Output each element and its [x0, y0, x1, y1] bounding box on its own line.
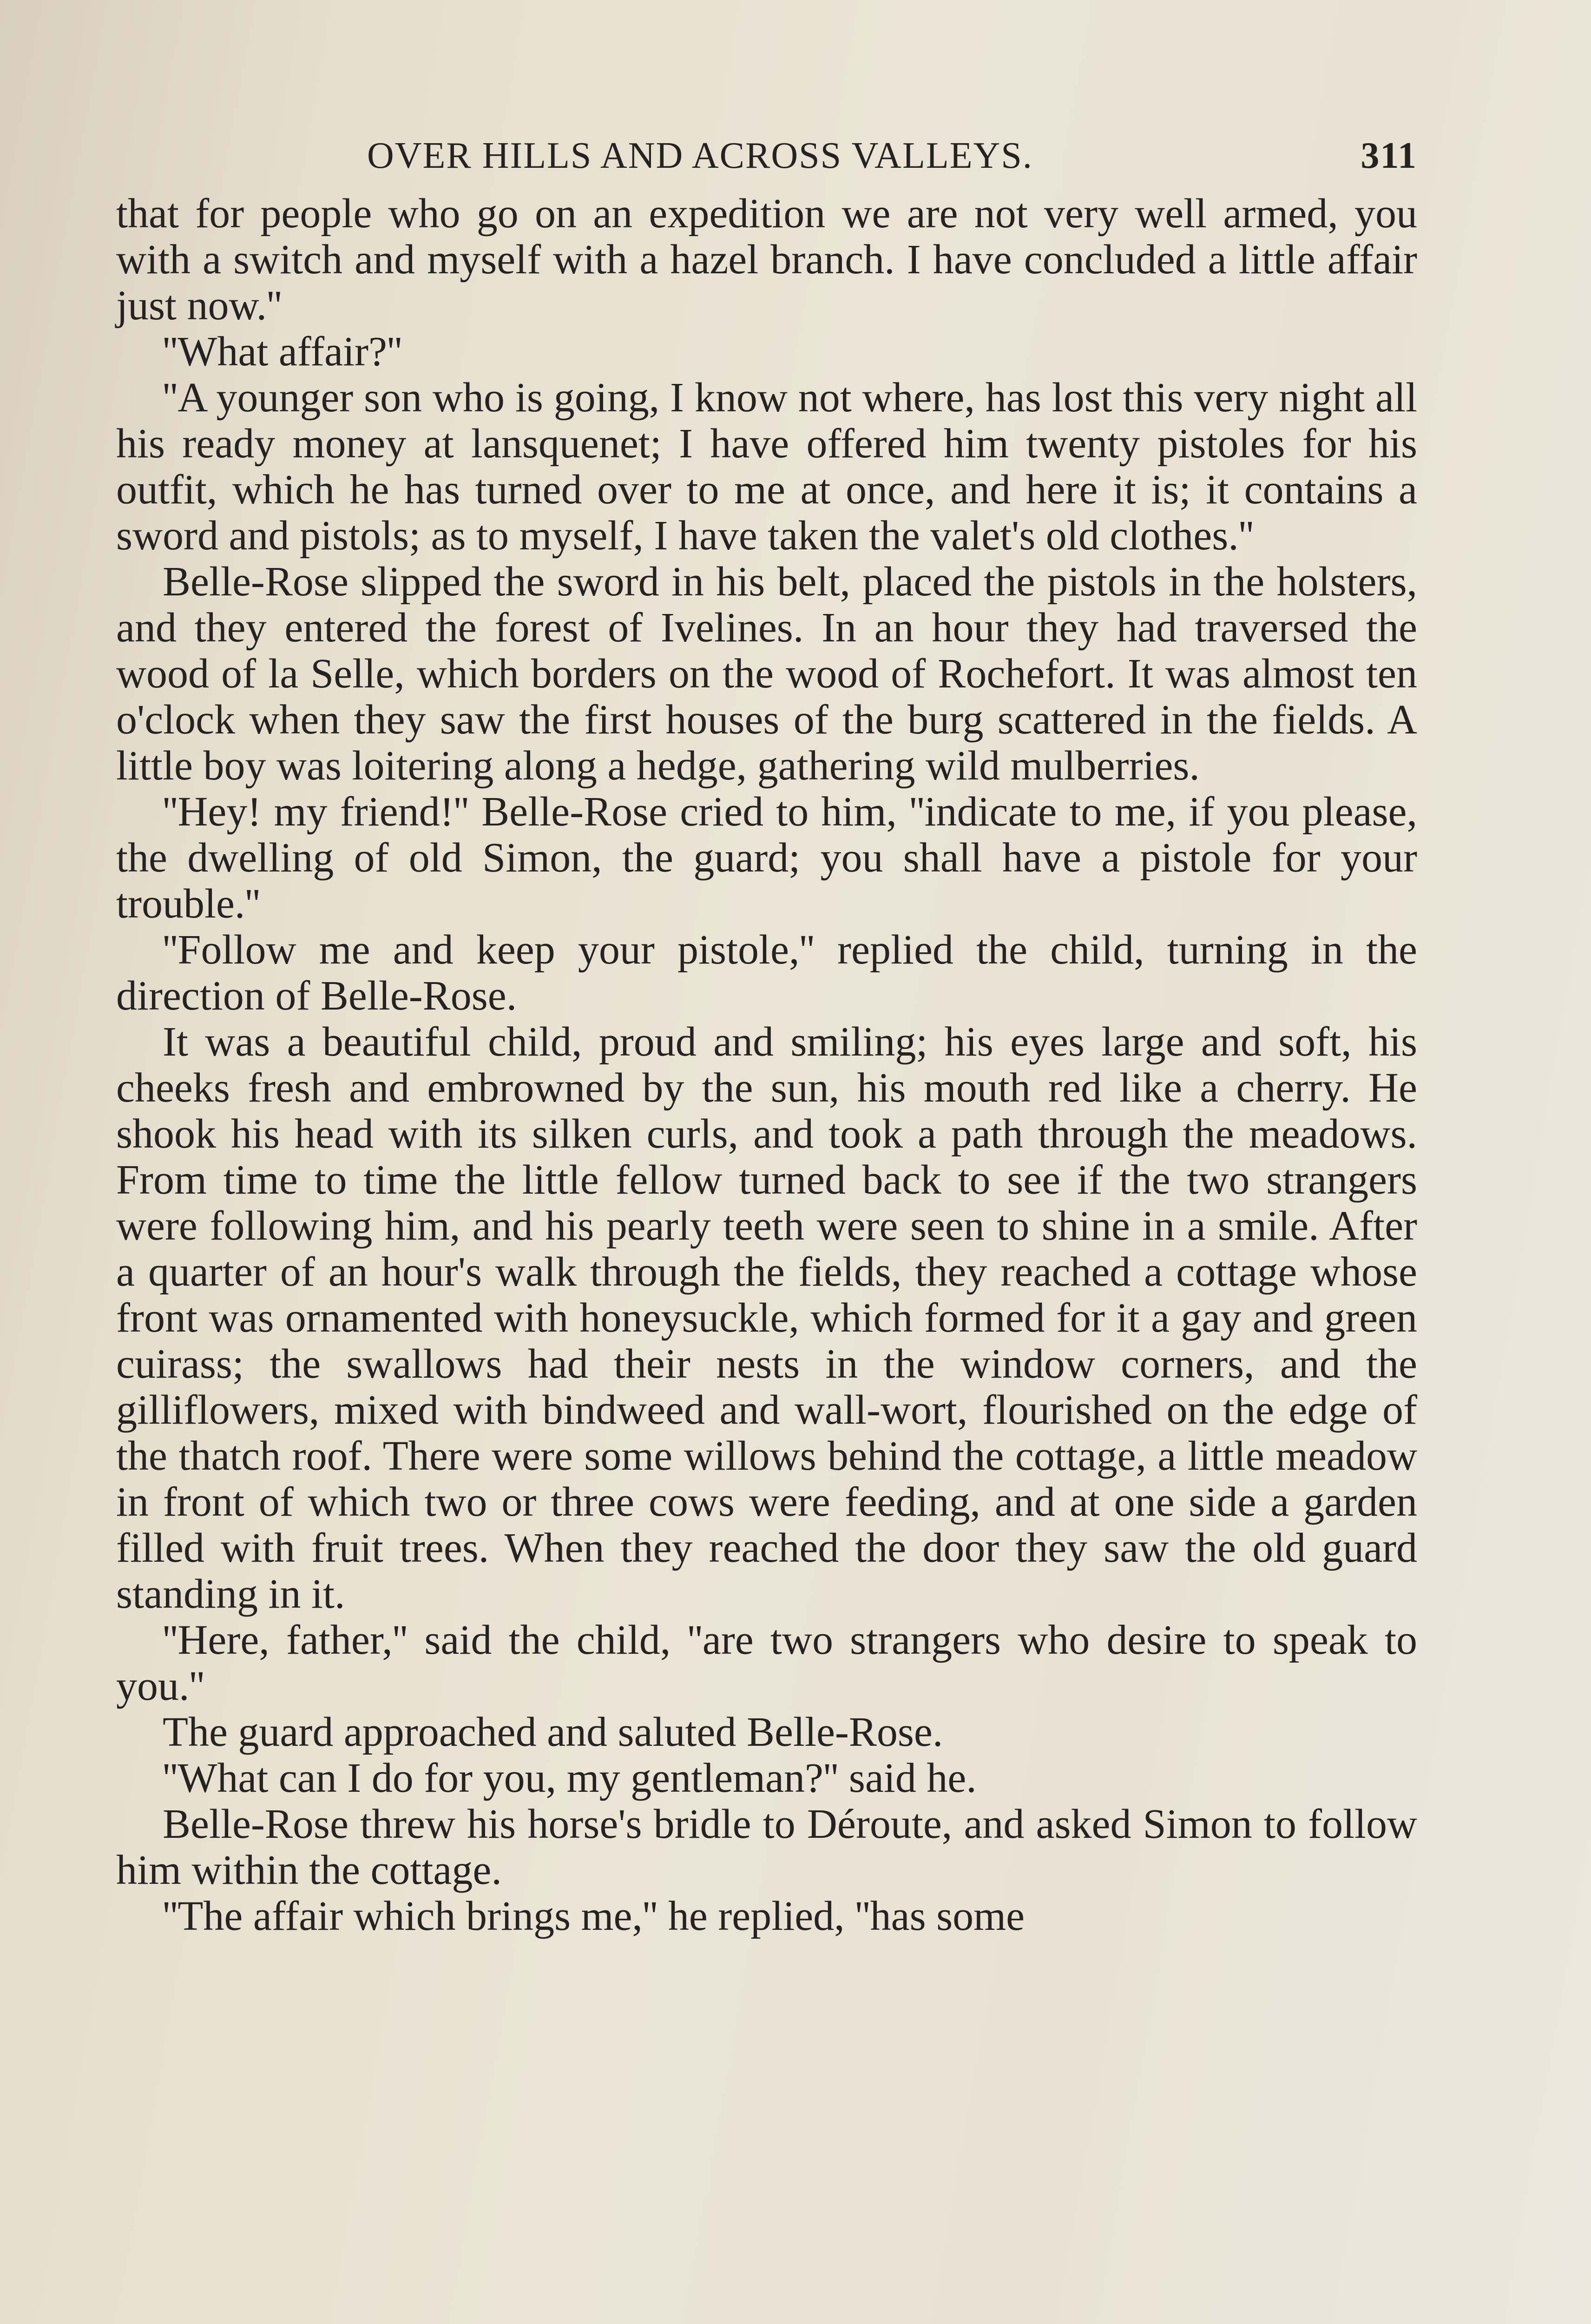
paragraph: that for people who go on an expedition we are not very well armed, you with a switch and myself with a hazel branch. I have concluded a little affair just now.'' — [116, 191, 1417, 329]
paragraph: ''What affair?'' — [163, 329, 402, 375]
paragraph: It was a beautiful child, proud and smiling; his eyes large and soft, his cheeks fresh and embrowned by the sun, his mouth red like a cherry. He shook his head with its silken curls, and took a path through the meadows. From time to time the little fellow turned back to see if the two strangers were following him, and his pearly teeth were seen to shine in a smile. After a quarter of an hour's walk through the fields, they reached a cottage whose front was ornamented with honeysuckle, which formed for it a gay and green cuirass; the swallows had their nests in the window corners, and the gilliflowers, mixed with bindweed and wall-wort, flourished on the edge of the thatch roof. There were some willows behind the cottage, a little meadow in front of which two or three cows were feeding, and at one side a garden filled with fruit trees. When they reached the door they saw the old guard standing in it. — [116, 1019, 1417, 1617]
paragraph: ''Follow me and keep your pistole,'' replied the child, turning in the direction of Belle-Rose. — [116, 927, 1417, 1019]
paragraph: ''What can I do for you, my gentleman?'' said he. — [163, 1755, 977, 1801]
paragraph: ''Hey! my friend!'' Belle-Rose cried to him, ''indicate to me, if you please, the dwelling of old Simon, the guard; you shall have a pistole for your trouble.'' — [116, 789, 1417, 927]
chapter-title: OVER HILLS AND ACROSS VALLEYS. — [367, 135, 1033, 176]
running-head — [116, 135, 1417, 191]
paragraph: Belle-Rose slipped the sword in his belt, placed the pistols in the holsters, and they entered the forest of Ivelines. In an hour they had traversed the wood of la Selle, which borders on the wood of Rochefort. It was almost ten o'clock when they saw the first houses of the burg scattered in the fields. A little boy was loitering along a hedge, gathering wild mulberries. — [116, 559, 1417, 789]
book-page — [116, 135, 1417, 1939]
paragraph: The guard approached and saluted Belle-Rose. — [163, 1709, 943, 1755]
paragraph: ''The affair which brings me,'' he replied, ''has some — [163, 1893, 1025, 1939]
body-text — [116, 191, 1417, 1939]
paragraph: ''A younger son who is going, I know not where, has lost this very night all his ready money at lansquenet; I have offered him twenty pistoles for his outfit, which he has turned over to me at once, and here it is; it contains a sword and pistols; as to myself, I have taken the valet's old clothes.'' — [116, 375, 1417, 559]
page-number: 311 — [1361, 135, 1417, 176]
paragraph: Belle-Rose threw his horse's bridle to Déroute, and asked Simon to follow him within the cottage. — [116, 1801, 1417, 1893]
paragraph: ''Here, father,'' said the child, ''are two strangers who desire to speak to you.'' — [116, 1617, 1417, 1709]
